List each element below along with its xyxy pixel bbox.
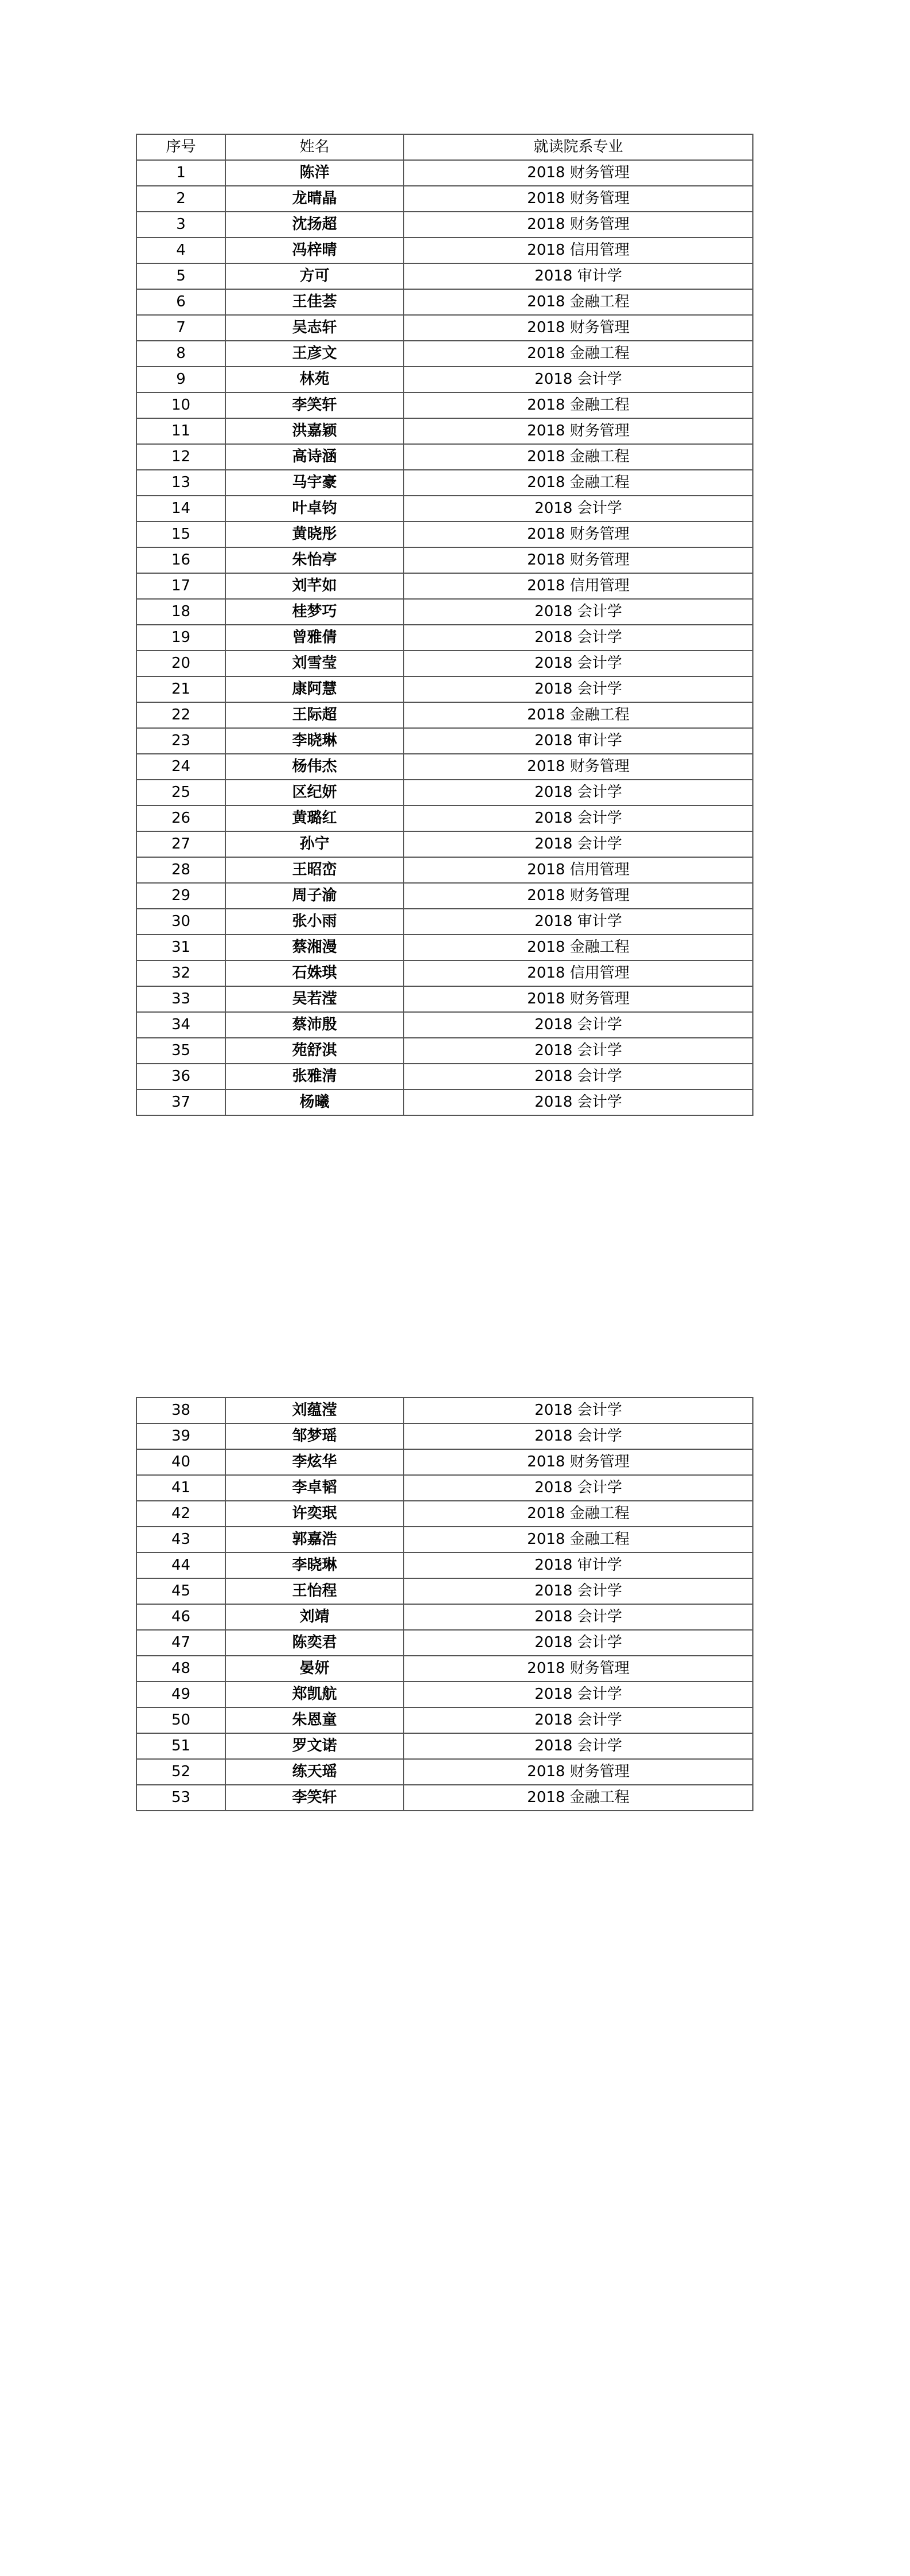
cell-no: 18 (136, 599, 225, 625)
cell-name: 高诗涵 (225, 444, 404, 470)
table-row (136, 1759, 753, 1785)
student-table-page-2 (136, 1397, 753, 1811)
cell-major: 2018 会计学 (404, 367, 753, 392)
cell-major: 2018 财务管理 (404, 186, 753, 212)
cell-major: 2018 会计学 (404, 496, 753, 522)
cell-major: 2018 财务管理 (404, 418, 753, 444)
table-row (136, 702, 753, 728)
cell-name: 李卓韬 (225, 1475, 404, 1501)
cell-major: 2018 金融工程 (404, 702, 753, 728)
cell-no: 7 (136, 315, 225, 341)
cell-no: 42 (136, 1501, 225, 1527)
cell-no: 19 (136, 625, 225, 651)
table-row (136, 1630, 753, 1656)
table-row (136, 960, 753, 986)
cell-name: 陈洋 (225, 160, 404, 186)
cell-no: 32 (136, 960, 225, 986)
table-row (136, 651, 753, 676)
cell-no: 51 (136, 1733, 225, 1759)
cell-no: 8 (136, 341, 225, 367)
cell-name: 区纪妍 (225, 780, 404, 806)
cell-no: 36 (136, 1064, 225, 1089)
cell-no: 12 (136, 444, 225, 470)
cell-major: 2018 金融工程 (404, 470, 753, 496)
cell-major: 2018 金融工程 (404, 392, 753, 418)
cell-name: 王彦文 (225, 341, 404, 367)
cell-major: 2018 会计学 (404, 625, 753, 651)
cell-name: 曾雅倩 (225, 625, 404, 651)
table-row (136, 496, 753, 522)
cell-no: 29 (136, 883, 225, 909)
table-row (136, 986, 753, 1012)
cell-no: 40 (136, 1449, 225, 1475)
cell-name: 张小雨 (225, 909, 404, 935)
cell-name: 杨伟杰 (225, 754, 404, 780)
cell-major: 2018 审计学 (404, 1552, 753, 1578)
table-row (136, 160, 753, 186)
table-row (136, 573, 753, 599)
cell-major: 2018 金融工程 (404, 935, 753, 960)
table-row (136, 1423, 753, 1449)
cell-no: 15 (136, 522, 225, 547)
cell-major: 2018 审计学 (404, 728, 753, 754)
cell-no: 46 (136, 1604, 225, 1630)
cell-name: 朱恩童 (225, 1707, 404, 1733)
cell-name: 吴若滢 (225, 986, 404, 1012)
table-row (136, 831, 753, 857)
cell-no: 17 (136, 573, 225, 599)
table-header-row (136, 134, 753, 160)
table-row (136, 1527, 753, 1552)
table-row (136, 263, 753, 289)
table-row (136, 1501, 753, 1527)
header-major: 就读院系专业 (404, 134, 753, 160)
cell-no: 53 (136, 1785, 225, 1811)
cell-major: 2018 会计学 (404, 1089, 753, 1115)
cell-major: 2018 财务管理 (404, 1759, 753, 1785)
cell-name: 苑舒淇 (225, 1038, 404, 1064)
table-row (136, 754, 753, 780)
cell-no: 9 (136, 367, 225, 392)
cell-name: 王怡程 (225, 1578, 404, 1604)
cell-name: 陈奕君 (225, 1630, 404, 1656)
cell-name: 方可 (225, 263, 404, 289)
cell-major: 2018 会计学 (404, 1475, 753, 1501)
table-row (136, 806, 753, 831)
cell-major: 2018 金融工程 (404, 1501, 753, 1527)
cell-name: 刘蕴滢 (225, 1398, 404, 1423)
cell-name: 杨曦 (225, 1089, 404, 1115)
cell-name: 许奕珉 (225, 1501, 404, 1527)
cell-major: 2018 会计学 (404, 676, 753, 702)
cell-no: 35 (136, 1038, 225, 1064)
cell-major: 2018 会计学 (404, 1038, 753, 1064)
table-row (136, 883, 753, 909)
cell-no: 2 (136, 186, 225, 212)
cell-no: 34 (136, 1012, 225, 1038)
cell-no: 13 (136, 470, 225, 496)
cell-major: 2018 会计学 (404, 1733, 753, 1759)
cell-major: 2018 会计学 (404, 831, 753, 857)
table-row (136, 1656, 753, 1682)
cell-no: 27 (136, 831, 225, 857)
cell-no: 30 (136, 909, 225, 935)
cell-no: 14 (136, 496, 225, 522)
cell-name: 李晓琳 (225, 1552, 404, 1578)
header-name: 姓名 (225, 134, 404, 160)
cell-major: 2018 信用管理 (404, 238, 753, 263)
cell-major: 2018 会计学 (404, 1578, 753, 1604)
cell-major: 2018 金融工程 (404, 444, 753, 470)
table-row (136, 1578, 753, 1604)
cell-no: 39 (136, 1423, 225, 1449)
student-table-page-1 (136, 134, 753, 1116)
cell-no: 44 (136, 1552, 225, 1578)
cell-major: 2018 会计学 (404, 1423, 753, 1449)
cell-no: 50 (136, 1707, 225, 1733)
cell-name: 龙晴晶 (225, 186, 404, 212)
table-row (136, 522, 753, 547)
table-row (136, 470, 753, 496)
cell-major: 2018 信用管理 (404, 960, 753, 986)
cell-name: 蔡沛殷 (225, 1012, 404, 1038)
cell-no: 22 (136, 702, 225, 728)
cell-name: 刘雪莹 (225, 651, 404, 676)
cell-name: 黄璐红 (225, 806, 404, 831)
cell-no: 38 (136, 1398, 225, 1423)
cell-no: 4 (136, 238, 225, 263)
cell-name: 石姝琪 (225, 960, 404, 986)
cell-name: 刘芊如 (225, 573, 404, 599)
cell-major: 2018 审计学 (404, 909, 753, 935)
table-body-page-2 (136, 1398, 753, 1811)
cell-name: 桂梦巧 (225, 599, 404, 625)
cell-name: 王昭峦 (225, 857, 404, 883)
cell-no: 16 (136, 547, 225, 573)
table-row (136, 315, 753, 341)
table-row (136, 857, 753, 883)
cell-name: 冯梓晴 (225, 238, 404, 263)
cell-name: 刘靖 (225, 1604, 404, 1630)
cell-no: 5 (136, 263, 225, 289)
cell-name: 叶卓钧 (225, 496, 404, 522)
cell-no: 49 (136, 1682, 225, 1707)
cell-major: 2018 会计学 (404, 651, 753, 676)
cell-name: 罗文诺 (225, 1733, 404, 1759)
cell-no: 48 (136, 1656, 225, 1682)
cell-major: 2018 会计学 (404, 1398, 753, 1423)
cell-name: 蔡湘漫 (225, 935, 404, 960)
cell-name: 马宇豪 (225, 470, 404, 496)
cell-no: 33 (136, 986, 225, 1012)
cell-major: 2018 金融工程 (404, 1785, 753, 1811)
table-row (136, 1089, 753, 1115)
cell-no: 20 (136, 651, 225, 676)
cell-major: 2018 财务管理 (404, 986, 753, 1012)
cell-name: 郭嘉浩 (225, 1527, 404, 1552)
table-row (136, 1682, 753, 1707)
table-row (136, 289, 753, 315)
cell-major: 2018 会计学 (404, 599, 753, 625)
table-row (136, 212, 753, 238)
cell-no: 41 (136, 1475, 225, 1501)
cell-major: 2018 金融工程 (404, 289, 753, 315)
cell-major: 2018 会计学 (404, 780, 753, 806)
cell-no: 37 (136, 1089, 225, 1115)
table-row (136, 367, 753, 392)
cell-name: 周子渝 (225, 883, 404, 909)
table-row (136, 341, 753, 367)
table-row (136, 418, 753, 444)
table-row (136, 780, 753, 806)
cell-major: 2018 财务管理 (404, 754, 753, 780)
table-row (136, 935, 753, 960)
cell-major: 2018 财务管理 (404, 212, 753, 238)
cell-name: 练天瑶 (225, 1759, 404, 1785)
cell-major: 2018 金融工程 (404, 1527, 753, 1552)
cell-name: 朱怡亭 (225, 547, 404, 573)
table-row (136, 909, 753, 935)
cell-major: 2018 审计学 (404, 263, 753, 289)
cell-major: 2018 财务管理 (404, 160, 753, 186)
table-row (136, 1785, 753, 1811)
cell-no: 31 (136, 935, 225, 960)
table-row (136, 392, 753, 418)
cell-name: 孙宁 (225, 831, 404, 857)
cell-major: 2018 会计学 (404, 1064, 753, 1089)
cell-no: 1 (136, 160, 225, 186)
cell-name: 沈扬超 (225, 212, 404, 238)
table-row (136, 599, 753, 625)
cell-no: 24 (136, 754, 225, 780)
table-row (136, 1012, 753, 1038)
cell-no: 10 (136, 392, 225, 418)
table-row (136, 547, 753, 573)
cell-name: 郑凯航 (225, 1682, 404, 1707)
cell-major: 2018 会计学 (404, 1707, 753, 1733)
cell-name: 李晓琳 (225, 728, 404, 754)
cell-major: 2018 财务管理 (404, 522, 753, 547)
table-row (136, 186, 753, 212)
cell-no: 26 (136, 806, 225, 831)
cell-no: 6 (136, 289, 225, 315)
cell-major: 2018 会计学 (404, 1682, 753, 1707)
cell-name: 王际超 (225, 702, 404, 728)
cell-major: 2018 信用管理 (404, 573, 753, 599)
table-row (136, 1552, 753, 1578)
table-row (136, 1733, 753, 1759)
table-row (136, 1064, 753, 1089)
cell-major: 2018 财务管理 (404, 547, 753, 573)
cell-major: 2018 会计学 (404, 1604, 753, 1630)
table-row (136, 238, 753, 263)
cell-no: 25 (136, 780, 225, 806)
table-row (136, 1449, 753, 1475)
cell-major: 2018 财务管理 (404, 315, 753, 341)
cell-name: 晏妍 (225, 1656, 404, 1682)
table-row (136, 1604, 753, 1630)
cell-no: 45 (136, 1578, 225, 1604)
cell-name: 王佳荟 (225, 289, 404, 315)
table-row (136, 728, 753, 754)
table-row (136, 625, 753, 651)
cell-no: 3 (136, 212, 225, 238)
header-no: 序号 (136, 134, 225, 160)
cell-major: 2018 会计学 (404, 1630, 753, 1656)
table-row (136, 1038, 753, 1064)
cell-major: 2018 财务管理 (404, 1449, 753, 1475)
table-row (136, 1707, 753, 1733)
cell-major: 2018 财务管理 (404, 883, 753, 909)
cell-name: 李笑轩 (225, 1785, 404, 1811)
cell-major: 2018 会计学 (404, 1012, 753, 1038)
cell-no: 28 (136, 857, 225, 883)
cell-no: 11 (136, 418, 225, 444)
table-row (136, 676, 753, 702)
cell-no: 23 (136, 728, 225, 754)
cell-name: 黄晓彤 (225, 522, 404, 547)
table-row (136, 1398, 753, 1423)
table-row (136, 444, 753, 470)
cell-no: 21 (136, 676, 225, 702)
cell-no: 43 (136, 1527, 225, 1552)
cell-name: 洪嘉颖 (225, 418, 404, 444)
cell-name: 李炫华 (225, 1449, 404, 1475)
cell-major: 2018 会计学 (404, 806, 753, 831)
cell-name: 吴志轩 (225, 315, 404, 341)
cell-no: 52 (136, 1759, 225, 1785)
table-body-page-1 (136, 160, 753, 1115)
cell-name: 张雅清 (225, 1064, 404, 1089)
cell-name: 邹梦瑶 (225, 1423, 404, 1449)
cell-name: 康阿慧 (225, 676, 404, 702)
cell-no: 47 (136, 1630, 225, 1656)
cell-name: 李笑轩 (225, 392, 404, 418)
cell-major: 2018 金融工程 (404, 341, 753, 367)
cell-major: 2018 信用管理 (404, 857, 753, 883)
cell-major: 2018 财务管理 (404, 1656, 753, 1682)
table-row (136, 1475, 753, 1501)
cell-name: 林苑 (225, 367, 404, 392)
